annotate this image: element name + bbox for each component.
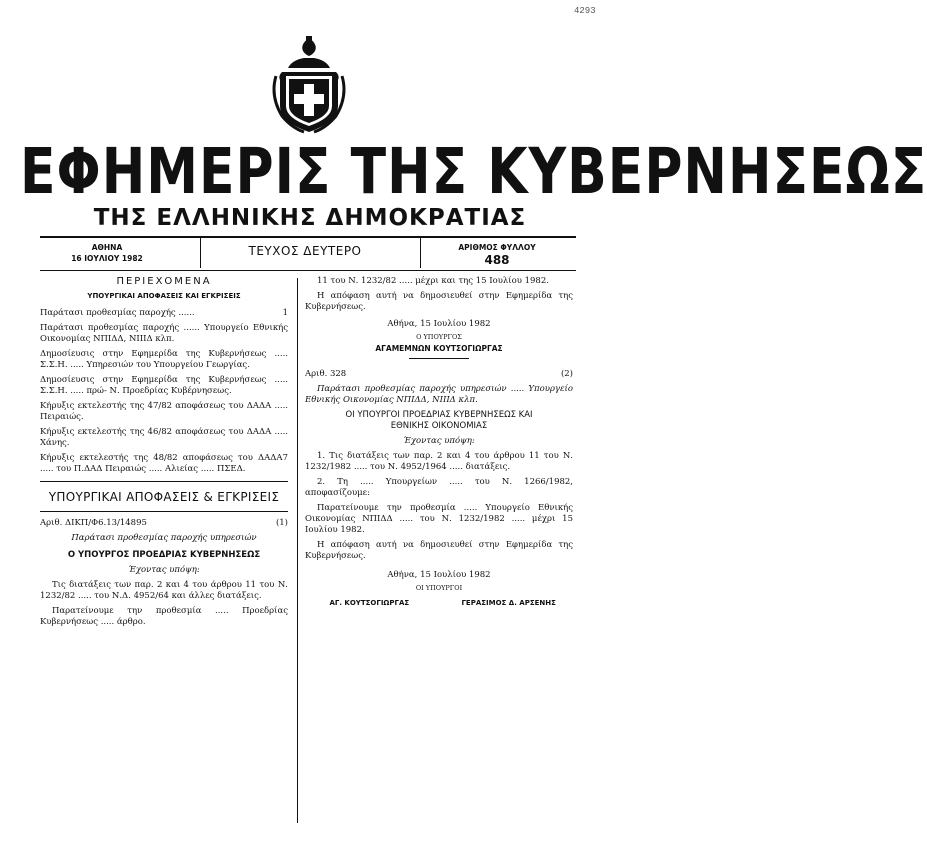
sheet-number-block bbox=[432, 242, 562, 267]
decision-subject: Παράτασι προθεσμίας παροχής υπηρεσιών bbox=[71, 533, 257, 543]
contents-subtitle: ΥΠΟΥΡΓΙΚΑΙ ΑΠΟΦΑΣΕΙΣ ΚΑΙ ΕΓΚΡΙΣΕΙΣ bbox=[87, 292, 241, 300]
masthead-rule bbox=[40, 236, 576, 238]
having-in-mind: Έχοντας υπόψη: bbox=[128, 565, 200, 575]
contents-title: ΠΕΡΙΕΧΟΜΕΝΑ bbox=[116, 276, 212, 287]
decision-ref: (2) bbox=[560, 369, 573, 379]
decision-number: Αριθ. ΔΙΚΠ/Φ6.13/14895 bbox=[40, 518, 147, 528]
page-number: 4293 bbox=[574, 6, 596, 16]
decision-authority: Ο ΥΠΟΥΡΓΟΣ ΠΡΟΕΔΡΙΑΣ ΚΥΒΕΡΝΗΣΕΩΣ bbox=[67, 550, 261, 560]
section-rule bbox=[40, 511, 288, 512]
coat-of-arms-icon bbox=[270, 36, 348, 136]
toc-item: Κήρυξις εκτελεστής της 47/82 αποφάσεως του ΔΑΔΑ ..... Πειραιώς. bbox=[40, 401, 288, 422]
toc-item: Κήρυξις εκτελεστής της 46/82 αποφάσεως του ΔΑΔΑ ..... Χάνης. bbox=[40, 427, 288, 448]
issue-place-date bbox=[42, 242, 172, 264]
toc-item: 1 Παράτασι προθεσμίας παροχής ...... bbox=[40, 308, 288, 318]
toc-item: Δημοσίευσις στην Εφημερίδα της Κυβερνήσεως ..... Σ.Σ.Η. ..... πρώ- Ν. Προεδρίας Κυβέρνησεως. bbox=[40, 375, 288, 396]
paragraph: Η απόφαση αυτή να δημοσιευθεί στην Εφημερίδα της Κυβερνήσεως. bbox=[305, 540, 573, 561]
section-rule bbox=[40, 481, 288, 482]
decisions-heading: ΥΠΟΥΡΓΙΚΑΙ ΑΠΟΦΑΣΕΙΣ & ΕΓΚΡΙΣΕΙΣ bbox=[48, 490, 280, 504]
right-column bbox=[305, 276, 573, 608]
masthead-title: ΕΦΗΜΕΡΙΣ ΤΗΣ ΚΥΒΕΡΝΗΣΕΩΣ bbox=[20, 135, 927, 209]
sheet-number-label: ΑΡΙΘΜΟΣ ΦΥΛΛΟΥ bbox=[458, 243, 536, 252]
toc-item: Παράτασι προθεσμίας παροχής ...... Υπουργείο Εθνικής Οικονομίας ΝΠΙΔΔ, ΝΙΙΙΔ κλπ. bbox=[40, 323, 288, 344]
decision-authority: ΟΙ ΥΠΟΥΡΓΟΙ ΠΡΟΕΔΡΙΑΣ ΚΥΒΕΡΝΗΣΕΩΣ ΚΑΙ ΕΘΝΙΚΗΣ ΟΙΚΟΝΟΜΙΑΣ bbox=[345, 410, 533, 431]
paragraph: 11 του Ν. 1232/82 ..... μέχρι και της 15 Ιουλίου 1982. bbox=[317, 276, 549, 286]
minister-signature: ΑΓΑΜΕΜΝΩΝ ΚΟΥΤΣΟΓΙΩΡΓΑΣ bbox=[375, 344, 503, 353]
paragraph: 1. Τις διατάξεις των παρ. 2 και 4 του άρθρου 11 του Ν. 1232/1982 ..... του Ν. 4952/1964 ..... διατάξεις. bbox=[305, 451, 573, 472]
left-column bbox=[40, 276, 288, 632]
toc-item: 7 Κήρυξις εκτελεστής της 48/82 αποφάσεως του ΔΑΔΑ ..... του Π.ΔΑΔ Πειραιώς ..... Αλιείας ..... ΠΣΕΔ. bbox=[40, 453, 288, 474]
signature-left: ΑΓ. ΚΟΥΤΣΟΓΙΩΡΓΑΣ bbox=[329, 599, 410, 607]
masthead-subtitle: ΤΗΣ ΕΛΛΗΝΙΚΗΣ ΔΗΜΟΚΡΑΤΙΑΣ bbox=[93, 205, 527, 231]
decision-header bbox=[305, 369, 573, 380]
paragraph: Η απόφαση αυτή να δημοσιευθεί στην Εφημερίδα της Κυβερνήσεως. bbox=[305, 291, 573, 312]
divider bbox=[409, 358, 469, 359]
ministers-label: ΟΙ ΥΠΟΥΡΓΟΙ bbox=[415, 584, 463, 592]
issue-city: ΑΘΗΝΑ bbox=[91, 243, 123, 252]
meta-bottom-rule bbox=[40, 270, 576, 271]
place-date: Αθήνα, 15 Ιουλίου 1982 bbox=[387, 570, 491, 580]
having-in-mind: Έχοντας υπόψη: bbox=[403, 436, 475, 446]
paragraph: 2. Τη ..... Υπουργείων ..... του Ν. 1266/1982, αποφασίζουμε: bbox=[305, 477, 573, 498]
decision-number: Αριθ. 328 bbox=[305, 369, 347, 379]
meta-divider-left bbox=[200, 238, 201, 268]
issue-date: 16 ΙΟΥΛΙΟΥ 1982 bbox=[71, 254, 143, 263]
signature-block bbox=[305, 598, 573, 608]
paragraph: Παρατείνουμε την προθεσμία ..... Υπουργείο Εθνικής Οικονομίας ΝΠΙΔΔ ..... του Ν. 1232/1982 ..... μέχρι 15 Ιουλίου 1982. bbox=[305, 503, 573, 535]
place-date: Αθήνα, 15 Ιουλίου 1982 bbox=[387, 319, 491, 329]
toc-item: Δημοσίευσις στην Εφημερίδα της Κυβερνήσεως ..... Σ.Σ.Η. ..... Υπηρεσιών του Υπουργείου Γεωργίας. bbox=[40, 349, 288, 370]
paragraph: Παρατείνουμε την προθεσμία ..... Προεδρίας Κυβερνήσεως ..... άρθρο. bbox=[40, 606, 288, 627]
decision-subject: Παράτασι προθεσμίας παροχής υπηρεσιών ..... Υπουργείο Εθνικής Οικονομίας ΝΠΙΔΔ, ΝΙΙΙΔ κλπ. bbox=[305, 384, 573, 405]
signature-right: ΓΕΡΑΣΙΜΟΣ Δ. ΑΡΣΕΝΗΣ bbox=[461, 599, 556, 607]
issue-series: ΤΕΥΧΟΣ ΔΕΥΤΕΡΟ bbox=[248, 244, 362, 258]
column-divider bbox=[297, 278, 298, 823]
minister-label: Ο ΥΠΟΥΡΓΟΣ bbox=[416, 333, 462, 341]
sheet-number: 488 bbox=[484, 253, 510, 267]
meta-divider-right bbox=[420, 238, 421, 268]
paragraph: Τις διατάξεις των παρ. 2 και 4 του άρθρου 11 του Ν. 1232/82 ..... του Ν.Δ. 4952/64 και άλλες διατάξεις. bbox=[40, 580, 288, 601]
decision-header bbox=[40, 518, 288, 529]
decision-ref: (1) bbox=[275, 518, 288, 528]
